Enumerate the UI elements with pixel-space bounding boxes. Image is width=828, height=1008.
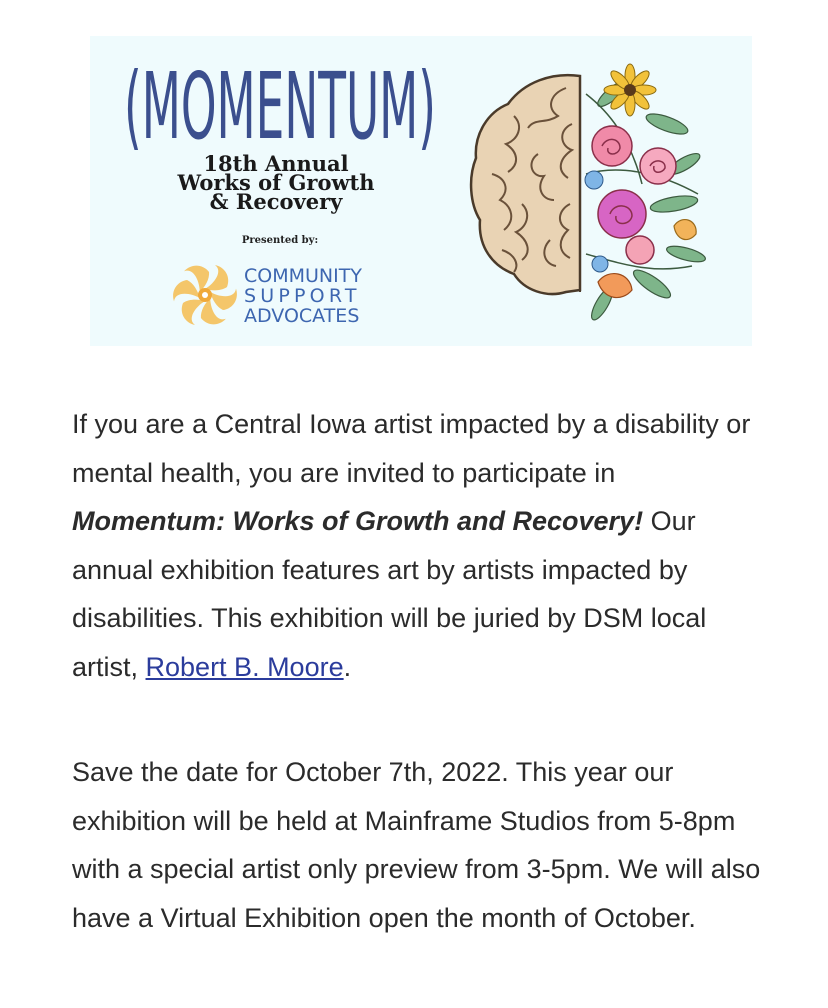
org-line-3: ADVOCATES bbox=[244, 305, 360, 327]
invitation-text-end: . bbox=[343, 651, 352, 682]
exhibition-name-emphasis: Momentum: Works of Growth and Recovery! bbox=[72, 506, 644, 537]
momentum-title-text: (MOMENTUM) bbox=[124, 53, 436, 160]
brain-with-flowers-illustration bbox=[462, 54, 712, 336]
annual-heading bbox=[156, 151, 396, 214]
invitation-text-before: If you are a Central Iowa artist impacted by a disability or mental health, you are invited to participate in bbox=[72, 409, 751, 488]
annual-line-3: & Recovery bbox=[209, 189, 343, 214]
momentum-title bbox=[120, 50, 440, 162]
org-line-2: SUPPORT bbox=[244, 285, 361, 307]
invitation-text-middle: Our annual exhibition features art by artists impacted by disabilities. This exhibition will be juried by DSM local artist, bbox=[72, 506, 707, 682]
annual-line-1: 18th Annual bbox=[203, 151, 349, 176]
invitation-paragraph bbox=[72, 400, 772, 692]
annual-line-2: Works of Growth bbox=[177, 170, 375, 195]
presented-by-label: Presented by: bbox=[241, 235, 319, 246]
save-the-date-paragraph: Save the date for October 7th, 2022. This year our exhibition will be held at Mainframe Studios from 5-8pm with a special artist only preview from 3-5pm. We will also have a Virtual Exhibition open the month of October. bbox=[72, 757, 761, 933]
event-banner bbox=[90, 36, 752, 346]
organization-name bbox=[244, 266, 362, 326]
sun-spiral-logo-icon bbox=[172, 262, 238, 328]
org-line-1: COMMUNITY bbox=[244, 265, 362, 287]
brain-shape bbox=[471, 75, 580, 294]
juror-link[interactable]: Robert B. Moore bbox=[145, 651, 344, 682]
